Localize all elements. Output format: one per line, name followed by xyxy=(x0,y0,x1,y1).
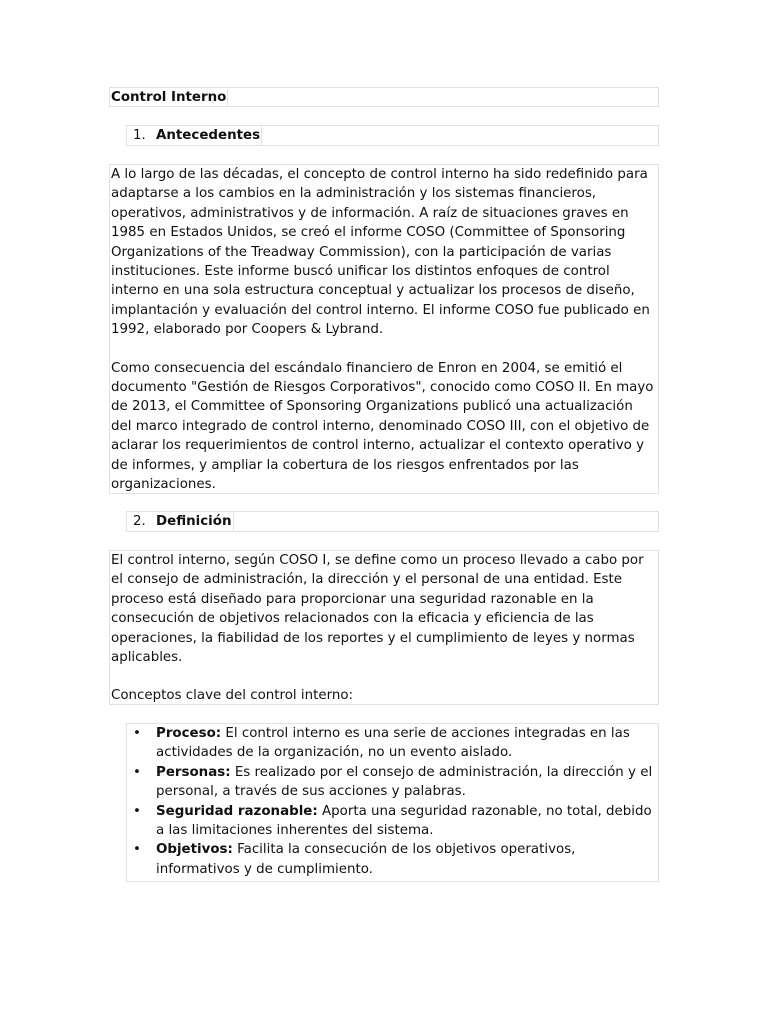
definicion-text-block xyxy=(109,550,659,705)
concept-description: Aporta una seguridad razonable, no total, debido a las limitaciones inherentes del sistema. xyxy=(156,803,652,839)
paragraph: El control interno, según COSO I, se define como un proceso llevado a cabo por el consejo de administración, la dirección y el personal de una entidad. Este proceso está diseñado para proporcionar una seguridad razonable en la consecución de objetivos relacionados con la eficacia y eficiencia de las operaciones, la fiabilidad de los reportes y el cumplimiento de leyes y normas aplicables. xyxy=(111,553,644,666)
key-concepts-list-block xyxy=(126,723,659,882)
section-heading-definicion xyxy=(126,511,659,532)
concept-description: El control interno es una serie de acciones integradas en las actividades de la organización, no un evento aislado. xyxy=(156,726,630,761)
concept-description: Facilita la consecución de los objetivos operativos, informativos y de cumplimiento. xyxy=(156,842,576,877)
section-heading-text: Antecedentes xyxy=(156,128,261,143)
bullet-icon: • xyxy=(133,803,141,819)
paragraph: Como consecuencia del escándalo financiero de Enron en 2004, se emitió el documento "Gestión de Riesgos Corporativos", conocido como COSO II. En mayo de 2013, el Committee of Sponsoring Organizations publicó una actualización del marco integrado de control interno, denominado COSO III, con el objetivo de aclarar los requerimientos de control interno, actualizar el contexto operativo y de informes, y ampliar la cobertura de los riesgos enfrentados por las organizaciones. xyxy=(111,360,654,493)
list-item xyxy=(127,840,658,879)
concept-term: Seguridad razonable: xyxy=(156,803,318,819)
antecedentes-text-block xyxy=(109,164,659,494)
concept-term: Proceso: xyxy=(156,726,222,741)
section-heading-text: Definición xyxy=(156,514,232,529)
document-title: Control Interno xyxy=(111,90,227,105)
list-item xyxy=(127,763,658,802)
concept-description: Es realizado por el consejo de administración, la dirección y el personal, a través de sus acciones y palabras. xyxy=(156,764,653,800)
list-item xyxy=(127,802,658,841)
section-number: 2. xyxy=(133,514,146,529)
key-concepts-list xyxy=(127,724,658,879)
list-item xyxy=(127,724,658,763)
document-title-block xyxy=(109,87,659,107)
bullet-icon: • xyxy=(133,764,141,780)
paragraph: Conceptos clave del control interno: xyxy=(111,688,354,704)
concept-term: Personas: xyxy=(156,764,231,780)
section-heading-antecedentes xyxy=(126,125,659,146)
section-number: 1. xyxy=(133,128,146,143)
bullet-icon: • xyxy=(133,842,141,858)
concept-term: Objetivos: xyxy=(156,842,233,858)
bullet-icon: • xyxy=(133,726,141,741)
paragraph: A lo largo de las décadas, el concepto de control interno ha sido redefinido para adaptarse a los cambios en la administración y los sistemas financieros, operativos, administrativos y de información. A raíz de situaciones graves en 1985 en Estados Unidos, se creó el informe COSO (Committee of Sponsoring Organizations of the Treadway Commission), con la participación de varias instituciones. Este informe buscó unificar los distintos enfoques de control interno en una sola estructura conceptual y actualizar los procesos de diseño, implantación y evaluación del control interno. El informe COSO fue publicado en 1992, elaborado por Coopers & Lybrand. xyxy=(111,167,650,338)
